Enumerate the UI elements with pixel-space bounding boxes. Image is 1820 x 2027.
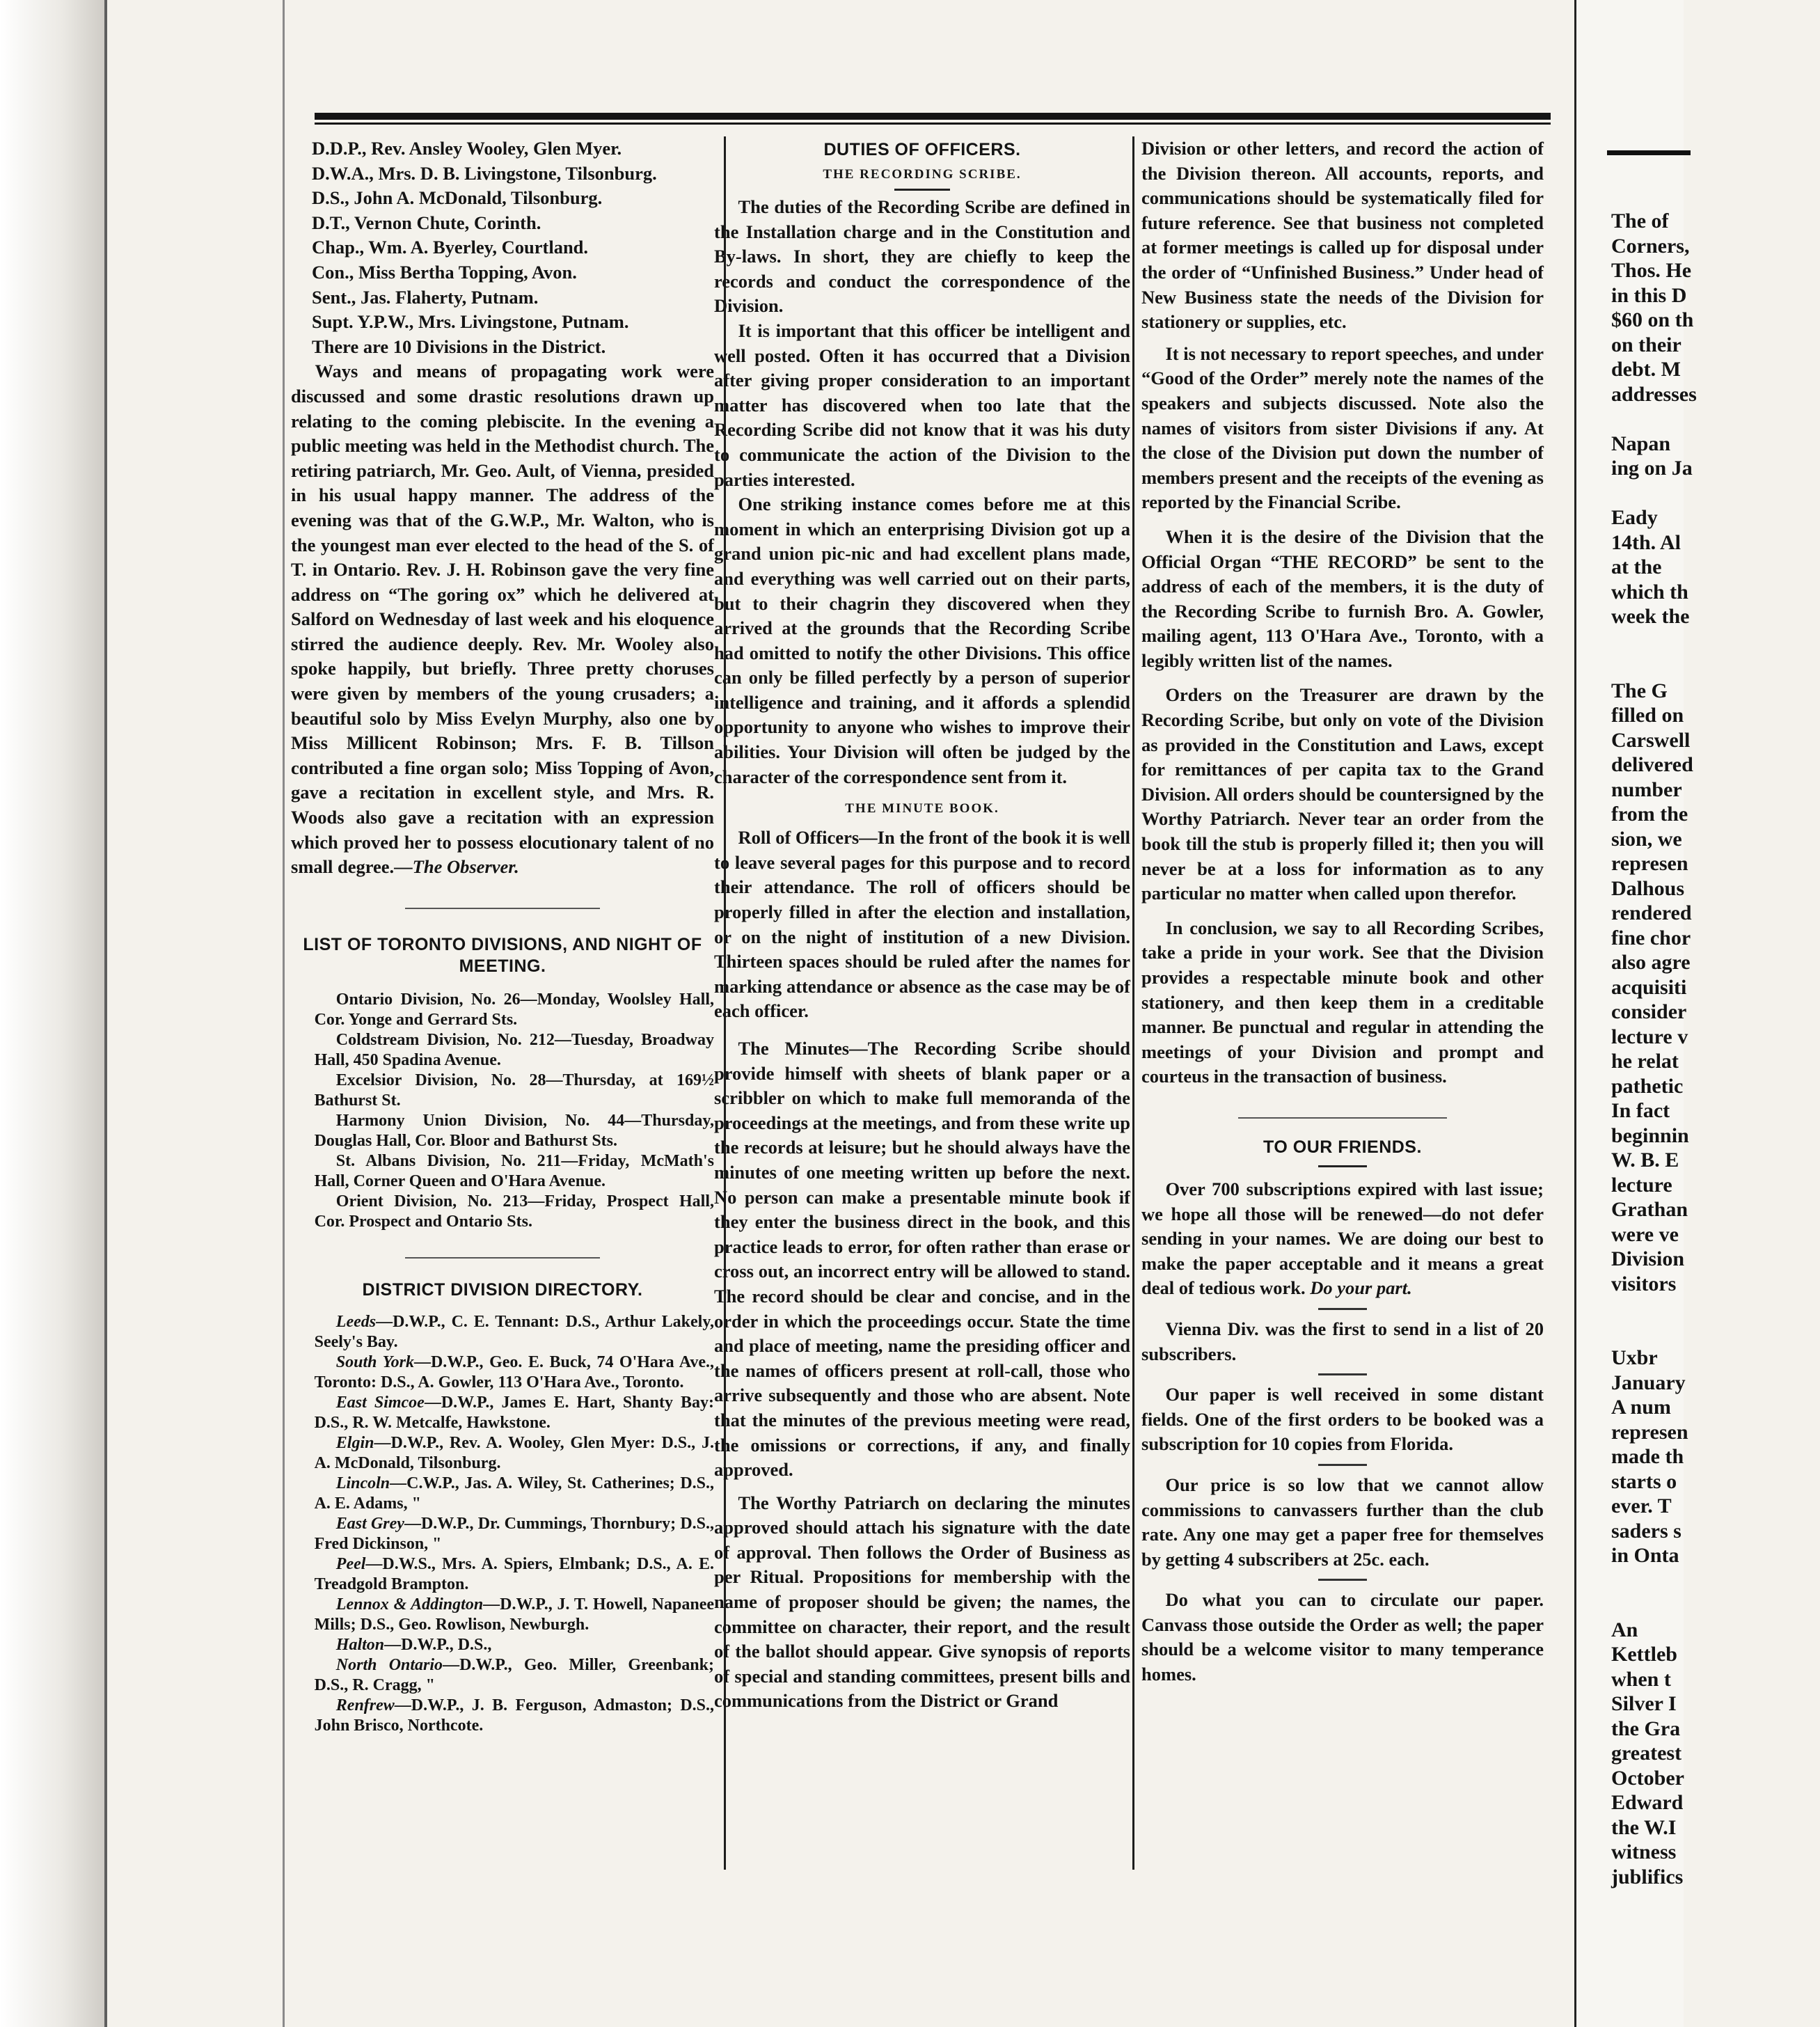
- next-page-line: 14th. Al: [1611, 530, 1681, 554]
- next-page-line: at the: [1611, 555, 1662, 578]
- top-rule: [315, 113, 1551, 120]
- next-page-line: $60 on th: [1611, 308, 1694, 331]
- next-page-line: number: [1611, 778, 1682, 801]
- next-page-line: fine chor: [1611, 926, 1691, 949]
- next-page-line: on their: [1611, 333, 1681, 356]
- district-officers: —D.W.P., Rev. A. Wooley, Glen Myer: D.S., J. A. McDonald, Tilsonburg.: [314, 1433, 714, 1472]
- friends-paragraph-4: Our price is so low that we cannot allow commissions to canvassers further than the club rate. Any one may get a paper free for themselves by getting 4 subscribers at 25c. each.: [1141, 1474, 1544, 1570]
- next-page-line: [1611, 629, 1820, 654]
- separator: [1318, 1373, 1367, 1375]
- next-page-line: jublifics: [1611, 1865, 1684, 1888]
- next-page-line: [1611, 654, 1820, 679]
- column3-paragraph-1: Division or other letters, and record the action of the Division thereon. All accounts, reports, and communications should be systematically filed for future reference. See that business not completed at former meetings is called up for disposal under the order of “Unfinished Business.” Under head of New Business state the needs of the Division for stationery or supplies, etc.: [1141, 138, 1544, 333]
- district-name: East Simcoe: [335, 1393, 425, 1412]
- next-page-line: Silver I: [1611, 1692, 1677, 1715]
- district-officers: —D.W.P., J. T. Howell, Napanee Mills; D.S., Geo. Rowlison, Newburgh.: [314, 1595, 714, 1634]
- next-page-line: Division: [1611, 1247, 1685, 1270]
- district-directory-heading: DISTRICT DIVISION DIRECTORY.: [362, 1279, 643, 1300]
- district-name: Peel: [335, 1554, 366, 1573]
- next-page-line: also agre: [1611, 951, 1691, 974]
- page-fold-line: [104, 0, 107, 2027]
- next-page-line: Corners,: [1611, 234, 1690, 258]
- officer-line: Chap., Wm. A. Byerley, Courtland.: [312, 237, 589, 258]
- friends-paragraph-1-text: Over 700 subscriptions expired with last issue; we hope all those will be renewed—do not defer sending in your names. We are doing our best to make the paper acceptable and it means a great deal of tedious work.: [1141, 1178, 1544, 1299]
- minute-book-subheading: THE MINUTE BOOK.: [845, 801, 999, 817]
- next-page-line: [1611, 1568, 1820, 1593]
- minute-book-paragraph-2: The Minutes—The Recording Scribe should provide himself with sheets of blank paper or a scribbler on which to make full memoranda of the proceedings at the meetings, and from these write up the records at leisure; but he should always have the minutes of one meeting written up before the next. No person can make a presentable minute book if they enter the business direct in the book, and this practice leads to error, for often rather than erase or cross out, an incorrect entry will be allowed to stand. The record should be clear and concise, and in the order in which the proceedings occur. State the time and place of meeting, name the presiding officer and the names of officers present at roll-call, those who arrive subsequently and those who are absent. Note that the minutes of the previous meeting were read, the omissions or corrections, if any, and finally approved.: [714, 1038, 1130, 1481]
- next-page-line: in Onta: [1611, 1544, 1679, 1567]
- district-name: Lincoln: [335, 1474, 390, 1492]
- column-3: [1141, 136, 1544, 1687]
- next-page-line: represen: [1611, 852, 1688, 875]
- district-entry: [291, 1474, 714, 1514]
- district-officers: —D.W.P., Geo. E. Buck, 74 O'Hara Ave., Toronto: D.S., A. Gowler, 113 O'Hara Ave., Toronto.: [314, 1352, 714, 1391]
- district-name: Lennox & Addington: [335, 1595, 484, 1614]
- minute-book-paragraph-1: Roll of Officers—In the front of the book it is well to leave several pages for this purpose and to record their attendance. The roll of officers should be properly filled in after the election and installation, or on the night of institution of a new Division. Thirteen spaces should be ruled after the names for marking attendance or absence as the case may be of each officer.: [714, 827, 1130, 1022]
- separator: [1318, 1165, 1367, 1167]
- officer-line: D.T., Vernon Chute, Corinth.: [312, 212, 541, 233]
- officer-line: Con., Miss Bertha Topping, Avon.: [312, 261, 577, 283]
- district-name: East Grey: [335, 1514, 404, 1533]
- next-page-line: ing on Ja: [1611, 457, 1693, 480]
- duties-paragraph-1: The duties of the Recording Scribe are defined in the Installation charge and in the Constitution and By-laws. In short, they are chiefly to keep the records and conduct the correspondence of the Division.: [714, 196, 1130, 317]
- district-entry: [291, 1514, 714, 1554]
- toronto-division-entry: Orient Division, No. 213—Friday, Prospect Hall, Cor. Prospect and Ontario Sts.: [314, 1192, 714, 1231]
- officer-line: D.S., John A. McDonald, Tilsonburg.: [312, 187, 603, 209]
- next-page-line: January: [1611, 1371, 1686, 1394]
- separator: [1238, 1117, 1447, 1119]
- district-name: Renfrew: [335, 1696, 395, 1714]
- toronto-division-entry: Coldstream Division, No. 212—Tuesday, Broadway Hall, 450 Spadina Avenue.: [314, 1030, 714, 1069]
- district-entry: [291, 1352, 714, 1393]
- next-page-line: W. B. E: [1611, 1149, 1679, 1172]
- district-name: South York: [335, 1352, 414, 1371]
- scan-left-margin: [0, 0, 104, 2027]
- next-page-line: witness: [1611, 1840, 1677, 1863]
- next-page-line: ever. T: [1611, 1494, 1672, 1517]
- next-page-line: the Gra: [1611, 1717, 1681, 1740]
- separator: [1318, 1579, 1367, 1581]
- next-page-line: pathetic: [1611, 1074, 1684, 1098]
- next-page-line: October: [1611, 1766, 1684, 1790]
- next-page-line: [1611, 1296, 1820, 1321]
- next-page-line: when t: [1611, 1667, 1671, 1691]
- next-page-line: sion, we: [1611, 827, 1682, 851]
- next-page-line: starts o: [1611, 1469, 1677, 1493]
- toronto-divisions-heading: LIST OF TORONTO DIVISIONS, AND NIGHT OF MEETING.: [303, 934, 702, 976]
- column-2: [709, 136, 1130, 1714]
- separator: [405, 1257, 600, 1259]
- next-page-line: lecture v: [1611, 1025, 1688, 1048]
- report-text: Ways and means of propagating work were discussed and some drastic resolutions drawn up relating to the coming plebiscite. In the evening a public meeting was held in the Methodist church. The retiring patriarch, Mr. Geo. Ault, of Vienna, presided in his usual happy manner. The address of the evening was that of the G.W.P., Mr. Walton, who is the youngest man ever elected to the head of the S. of T. in Ontario. Rev. J. H. Robinson gave the very fine address on “The goring ox” which he delivered at Salford on Wednesday of last week and his eloquence stirred the audience deeply. Rev. Mr. Wooley also spoke happily, but briefly. Three pretty choruses were given by members of the young crusaders; a beautiful solo by Miss Evelyn Murphy, also one by Miss Millicent Robinson; Mrs. F. B. Tillson contributed a fine organ solo; Miss Topping of Avon, gave a recitation in excellent style, and Mrs. R. Woods also gave a recitation with an expression which proved her to possess elocutionary talent of no small degree.—: [291, 361, 714, 878]
- next-page-line: In fact: [1611, 1099, 1670, 1122]
- district-directory-list: [291, 1312, 714, 1736]
- next-page-line: [1611, 1593, 1820, 1618]
- top-rule-thin: [315, 123, 1551, 125]
- next-page-line: greatest: [1611, 1742, 1682, 1765]
- district-entry: [291, 1393, 714, 1433]
- duties-paragraph-2: It is important that this officer be intelligent and well posted. Often it has occurred that a Division after giving proper consideration to an important matter has discovered when too late that the Recording Scribe did not know that it was his duty to communicate the action of the Division to the parties interested.: [714, 320, 1130, 490]
- separator: [1318, 1464, 1367, 1466]
- next-page-line: Eady: [1611, 506, 1658, 529]
- next-page-line: lecture: [1611, 1173, 1672, 1197]
- district-name: Elgin: [335, 1433, 374, 1452]
- district-entry: [291, 1595, 714, 1635]
- report-signature: The Observer.: [412, 856, 519, 878]
- district-name: Halton: [335, 1635, 385, 1654]
- column-1: [291, 136, 714, 1736]
- next-page-line: Dalhous: [1611, 876, 1685, 900]
- next-page-line: Edward: [1611, 1791, 1684, 1814]
- next-page-line: in this D: [1611, 283, 1687, 307]
- officer-list: [291, 136, 714, 359]
- next-page-line: beginnin: [1611, 1123, 1689, 1147]
- next-page-line: The G: [1611, 679, 1668, 702]
- duties-paragraph-3: One striking instance comes before me at this moment in which an enterprising Division got up a grand union pic-nic and had excellent plans made, and everything was well carried out on their parts, but to their chagrin they discovered when they arrived at the grounds that the Recording Scribe had omitted to notify the other Divisions. This office can only be filled perfectly by a person of superior intelligence and training, and it affords a splendid opportunity to anyone who wishes to improve their abilities. Your Division will often be judged by the character of the correspondence sent from it.: [714, 494, 1130, 787]
- next-page-line: filled on: [1611, 704, 1684, 727]
- next-page-line: Thos. He: [1611, 259, 1692, 282]
- next-page-line: which th: [1611, 580, 1688, 604]
- district-officers: —D.W.P., Dr. Cummings, Thornbury; D.S., Fred Dickinson, ": [314, 1514, 714, 1553]
- district-officers: —D.W.P., C. E. Tennant: D.S., Arthur Lakely, Seely's Bay.: [314, 1312, 714, 1351]
- report-paragraph: [291, 359, 714, 879]
- next-page-line: [1611, 481, 1820, 506]
- officer-line: Sent., Jas. Flaherty, Putnam.: [312, 286, 539, 308]
- next-page-line: debt. M: [1611, 358, 1681, 381]
- next-page-line: A num: [1611, 1396, 1671, 1419]
- separator: [1318, 1308, 1367, 1310]
- next-page-line: delivered: [1611, 753, 1693, 776]
- friends-paragraph-1: [1141, 1177, 1544, 1301]
- district-officers: —D.W.P., James E. Hart, Shanty Bay: D.S., R. W. Metcalfe, Hawkstone.: [314, 1393, 714, 1432]
- next-page-line: made th: [1611, 1445, 1684, 1468]
- district-officers: —D.W.P., D.S.,: [384, 1635, 492, 1654]
- column3-paragraph-5: In conclusion, we say to all Recording Scribes, take a pride in your work. See that the Division provides a respectable minute book and other stationery, and then keep them in a creditable manner. Be punctual and regular in attending the meetings of your Division and prompt and courteus in the transaction of business.: [1141, 917, 1544, 1087]
- next-page-line: Uxbr: [1611, 1346, 1658, 1369]
- officer-line: D.D.P., Rev. Ansley Wooley, Glen Myer.: [312, 138, 622, 159]
- next-page-line: the W.I: [1611, 1815, 1677, 1839]
- next-page-line: saders s: [1611, 1519, 1681, 1543]
- next-page-line: represen: [1611, 1420, 1688, 1444]
- column-rule-2: [1132, 136, 1134, 1870]
- next-page-line: visitors: [1611, 1272, 1677, 1295]
- column3-paragraph-3: When it is the desire of the Division that the Official Organ “THE RECORD” be sent to the address of each of the members, it is the duty of the Recording Scribe to furnish Bro. A. Gowler, mailing agent, 113 O'Hara Ave., Toronto, with a legibly written list of the names.: [1141, 526, 1544, 671]
- next-page-line: Grathan: [1611, 1198, 1688, 1221]
- next-page-line: addresses: [1611, 382, 1697, 406]
- toronto-division-entry: Ontario Division, No. 26—Monday, Woolsley Hall, Cor. Yonge and Gerrard Sts.: [314, 990, 714, 1029]
- next-page-line: [1611, 1321, 1820, 1346]
- column3-paragraph-4: Orders on the Treasurer are drawn by the Recording Scribe, but only on vote of the Division as provided in the Constitution and Laws, except for remittances of per capita tax to the Grand Division. All orders should be countersigned by the Worthy Patriarch. Never tear an order from the book till the stub is properly filled it; then you will never be at a loss for information as to any particular no matter when called upon therefor.: [1141, 684, 1544, 904]
- separator: [894, 189, 950, 191]
- district-entry: [291, 1433, 714, 1474]
- toronto-division-entry: St. Albans Division, No. 211—Friday, McMath's Hall, Corner Queen and O'Hara Avenue.: [314, 1151, 714, 1190]
- recording-scribe-subheading: THE RECORDING SCRIBE.: [823, 167, 1022, 182]
- officer-line: D.W.A., Mrs. D. B. Livingstone, Tilsonburg.: [312, 162, 657, 184]
- district-officers: —C.W.P., Jas. A. Wiley, St. Catherines; D.S., A. E. Adams, ": [314, 1474, 714, 1513]
- next-page-line: consider: [1611, 1000, 1687, 1023]
- district-name: Leeds: [335, 1312, 377, 1331]
- to-our-friends-heading: TO OUR FRIENDS.: [1263, 1137, 1422, 1157]
- district-officers: —D.W.S., Mrs. A. Spiers, Elmbank; D.S., A. E. Treadgold Brampton.: [314, 1554, 714, 1593]
- district-entry: [291, 1554, 714, 1595]
- next-page-line: were ve: [1611, 1222, 1679, 1246]
- district-entry: [291, 1655, 714, 1696]
- separator: [405, 908, 600, 909]
- friends-paragraph-3: Our paper is well received in some distant fields. One of the first orders to be booked was a subscription for 10 copies from Florida.: [1141, 1384, 1544, 1455]
- district-name: North Ontario: [335, 1655, 443, 1674]
- next-page-line: Carswell: [1611, 728, 1691, 752]
- next-page-text: [1611, 209, 1820, 1889]
- friends-paragraph-5: Do what you can to circulate our paper. Canvass those outside the Order as well; the paper should be a welcome visitor to many temperance homes.: [1141, 1589, 1544, 1685]
- next-page-line: he relat: [1611, 1050, 1679, 1073]
- next-page-line: rendered: [1611, 901, 1692, 924]
- district-entry: [291, 1696, 714, 1736]
- duties-heading: DUTIES OF OFFICERS.: [823, 140, 1021, 159]
- next-page-line: from the: [1611, 803, 1688, 826]
- next-page-line: week the: [1611, 605, 1690, 628]
- toronto-divisions-list: [291, 990, 714, 1232]
- friends-paragraph-1-italic: Do your part.: [1310, 1277, 1412, 1299]
- minute-book-paragraph-3: The Worthy Patriarch on declaring the minutes approved should attach his signature with the date of approval. Then follows the Order of Business as per Ritual. Propositions for membership with the name of proposer should be given; the names, the committee on character, their report, and the result of the ballot should appear. Give synopsis of reports of special and standing committees, present bills and communications from the District or Grand: [714, 1492, 1130, 1712]
- next-page-rule: [1607, 150, 1691, 155]
- officer-line: Supt. Y.P.W., Mrs. Livingstone, Putnam.: [312, 311, 629, 333]
- district-officers: —D.W.P., J. B. Ferguson, Admaston; D.S., John Brisco, Northcote.: [314, 1696, 714, 1735]
- next-page-line: [1611, 407, 1820, 432]
- next-page-line: Napan: [1611, 432, 1671, 455]
- toronto-division-entry: Harmony Union Division, No. 44—Thursday, Douglas Hall, Cor. Bloor and Bathurst Sts.: [314, 1111, 714, 1150]
- district-entry: [291, 1312, 714, 1352]
- column3-paragraph-2: It is not necessary to report speeches, and under “Good of the Order” merely note the names of the speakers and subjects discussed. Note also the names of visitors from sister Divisions if any. At the close of the Division put down the number of members present and the receipts of the evening as reported by the Financial Scribe.: [1141, 342, 1544, 513]
- officer-line: There are 10 Divisions in the District.: [312, 336, 606, 357]
- next-page-line: Kettleb: [1611, 1643, 1677, 1666]
- page-edge-line: [283, 0, 285, 2027]
- friends-paragraph-2: Vienna Div. was the first to send in a list of 20 subscribers.: [1141, 1318, 1544, 1364]
- next-page-line: acquisiti: [1611, 975, 1687, 999]
- next-page-line: The of: [1611, 210, 1669, 232]
- toronto-division-entry: Excelsior Division, No. 28—Thursday, at 169½ Bathurst St.: [314, 1071, 714, 1110]
- next-page-line: An: [1611, 1618, 1638, 1641]
- next-page-edge: [1574, 0, 1697, 2027]
- district-entry: [291, 1635, 714, 1655]
- district-officers: —D.W.P., Geo. Miller, Greenbank; D.S., R. Cragg, ": [314, 1655, 714, 1694]
